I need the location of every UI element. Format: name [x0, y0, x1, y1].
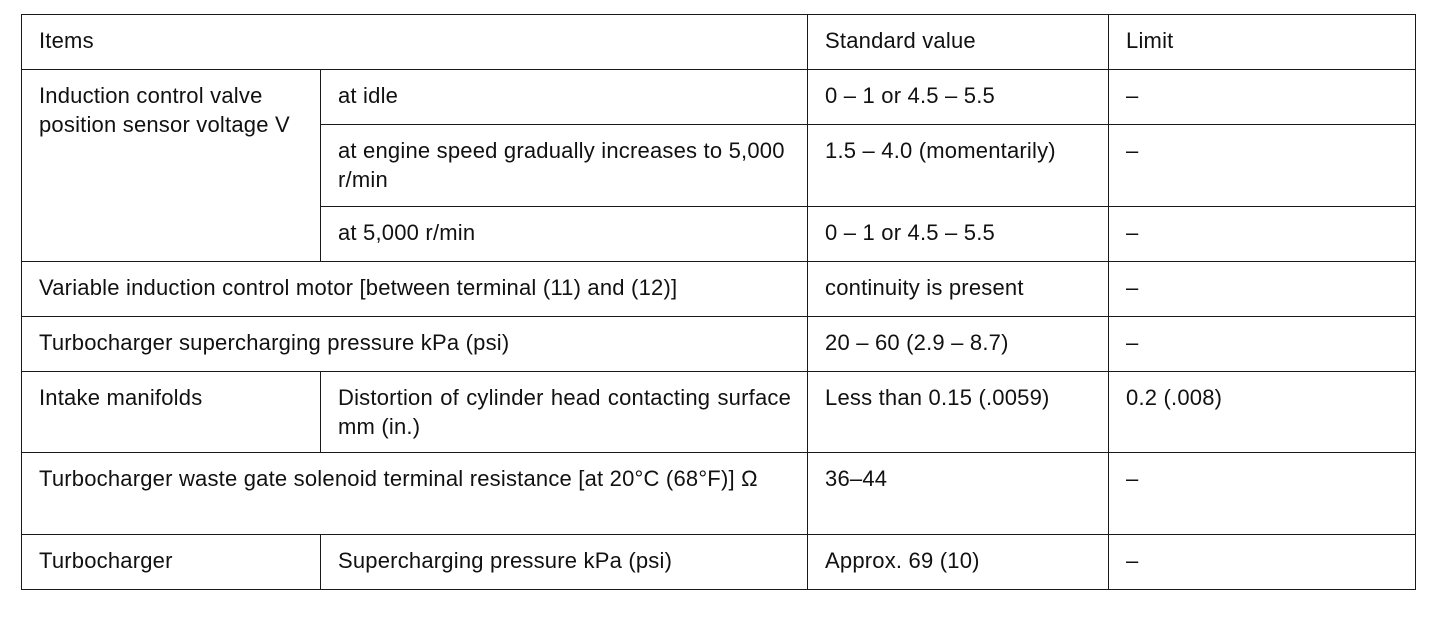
condition-cell: at engine speed gradually increases to 5,000 r/min — [321, 125, 808, 207]
standard-value-cell: Approx. 69 (10) — [808, 535, 1109, 590]
limit-cell: – — [1109, 317, 1416, 372]
item-turbocharger: Turbocharger — [22, 535, 321, 590]
header-standard-value: Standard value — [808, 15, 1109, 70]
item-turbo-pressure: Turbocharger supercharging pressure kPa (psi) — [22, 317, 808, 372]
standard-value-cell: 0 – 1 or 4.5 – 5.5 — [808, 207, 1109, 262]
header-row — [22, 15, 1416, 70]
condition-cell: at 5,000 r/min — [321, 207, 808, 262]
table-row — [22, 70, 1416, 125]
standard-value-cell: 20 – 60 (2.9 – 8.7) — [808, 317, 1109, 372]
table-row — [22, 262, 1416, 317]
standard-value-cell: 1.5 – 4.0 (momentarily) — [808, 125, 1109, 207]
limit-cell: – — [1109, 207, 1416, 262]
limit-cell: – — [1109, 125, 1416, 207]
table-row — [22, 317, 1416, 372]
limit-cell: – — [1109, 262, 1416, 317]
item-induction-valve: Induction control valve position sensor voltage V — [22, 70, 321, 262]
condition-cell: Supercharging pressure kPa (psi) — [321, 535, 808, 590]
table-row — [22, 535, 1416, 590]
table-row — [22, 372, 1416, 453]
limit-cell: – — [1109, 535, 1416, 590]
item-variable-motor: Variable induction control motor [between terminal (11) and (12)] — [22, 262, 808, 317]
header-items: Items — [22, 15, 808, 70]
condition-cell: Distortion of cylinder head contacting surface mm (in.) — [321, 372, 808, 453]
standard-value-cell: Less than 0.15 (.0059) — [808, 372, 1109, 453]
specification-table — [21, 14, 1416, 590]
limit-cell: – — [1109, 70, 1416, 125]
limit-cell: – — [1109, 453, 1416, 535]
table-row — [22, 453, 1416, 535]
standard-value-cell: 36–44 — [808, 453, 1109, 535]
standard-value-cell: 0 – 1 or 4.5 – 5.5 — [808, 70, 1109, 125]
standard-value-cell: continuity is present — [808, 262, 1109, 317]
limit-cell: 0.2 (.008) — [1109, 372, 1416, 453]
condition-cell: at idle — [321, 70, 808, 125]
item-waste-gate: Turbocharger waste gate solenoid terminal resistance [at 20°C (68°F)] Ω — [22, 453, 808, 535]
item-intake-manifolds: Intake manifolds — [22, 372, 321, 453]
header-limit: Limit — [1109, 15, 1416, 70]
